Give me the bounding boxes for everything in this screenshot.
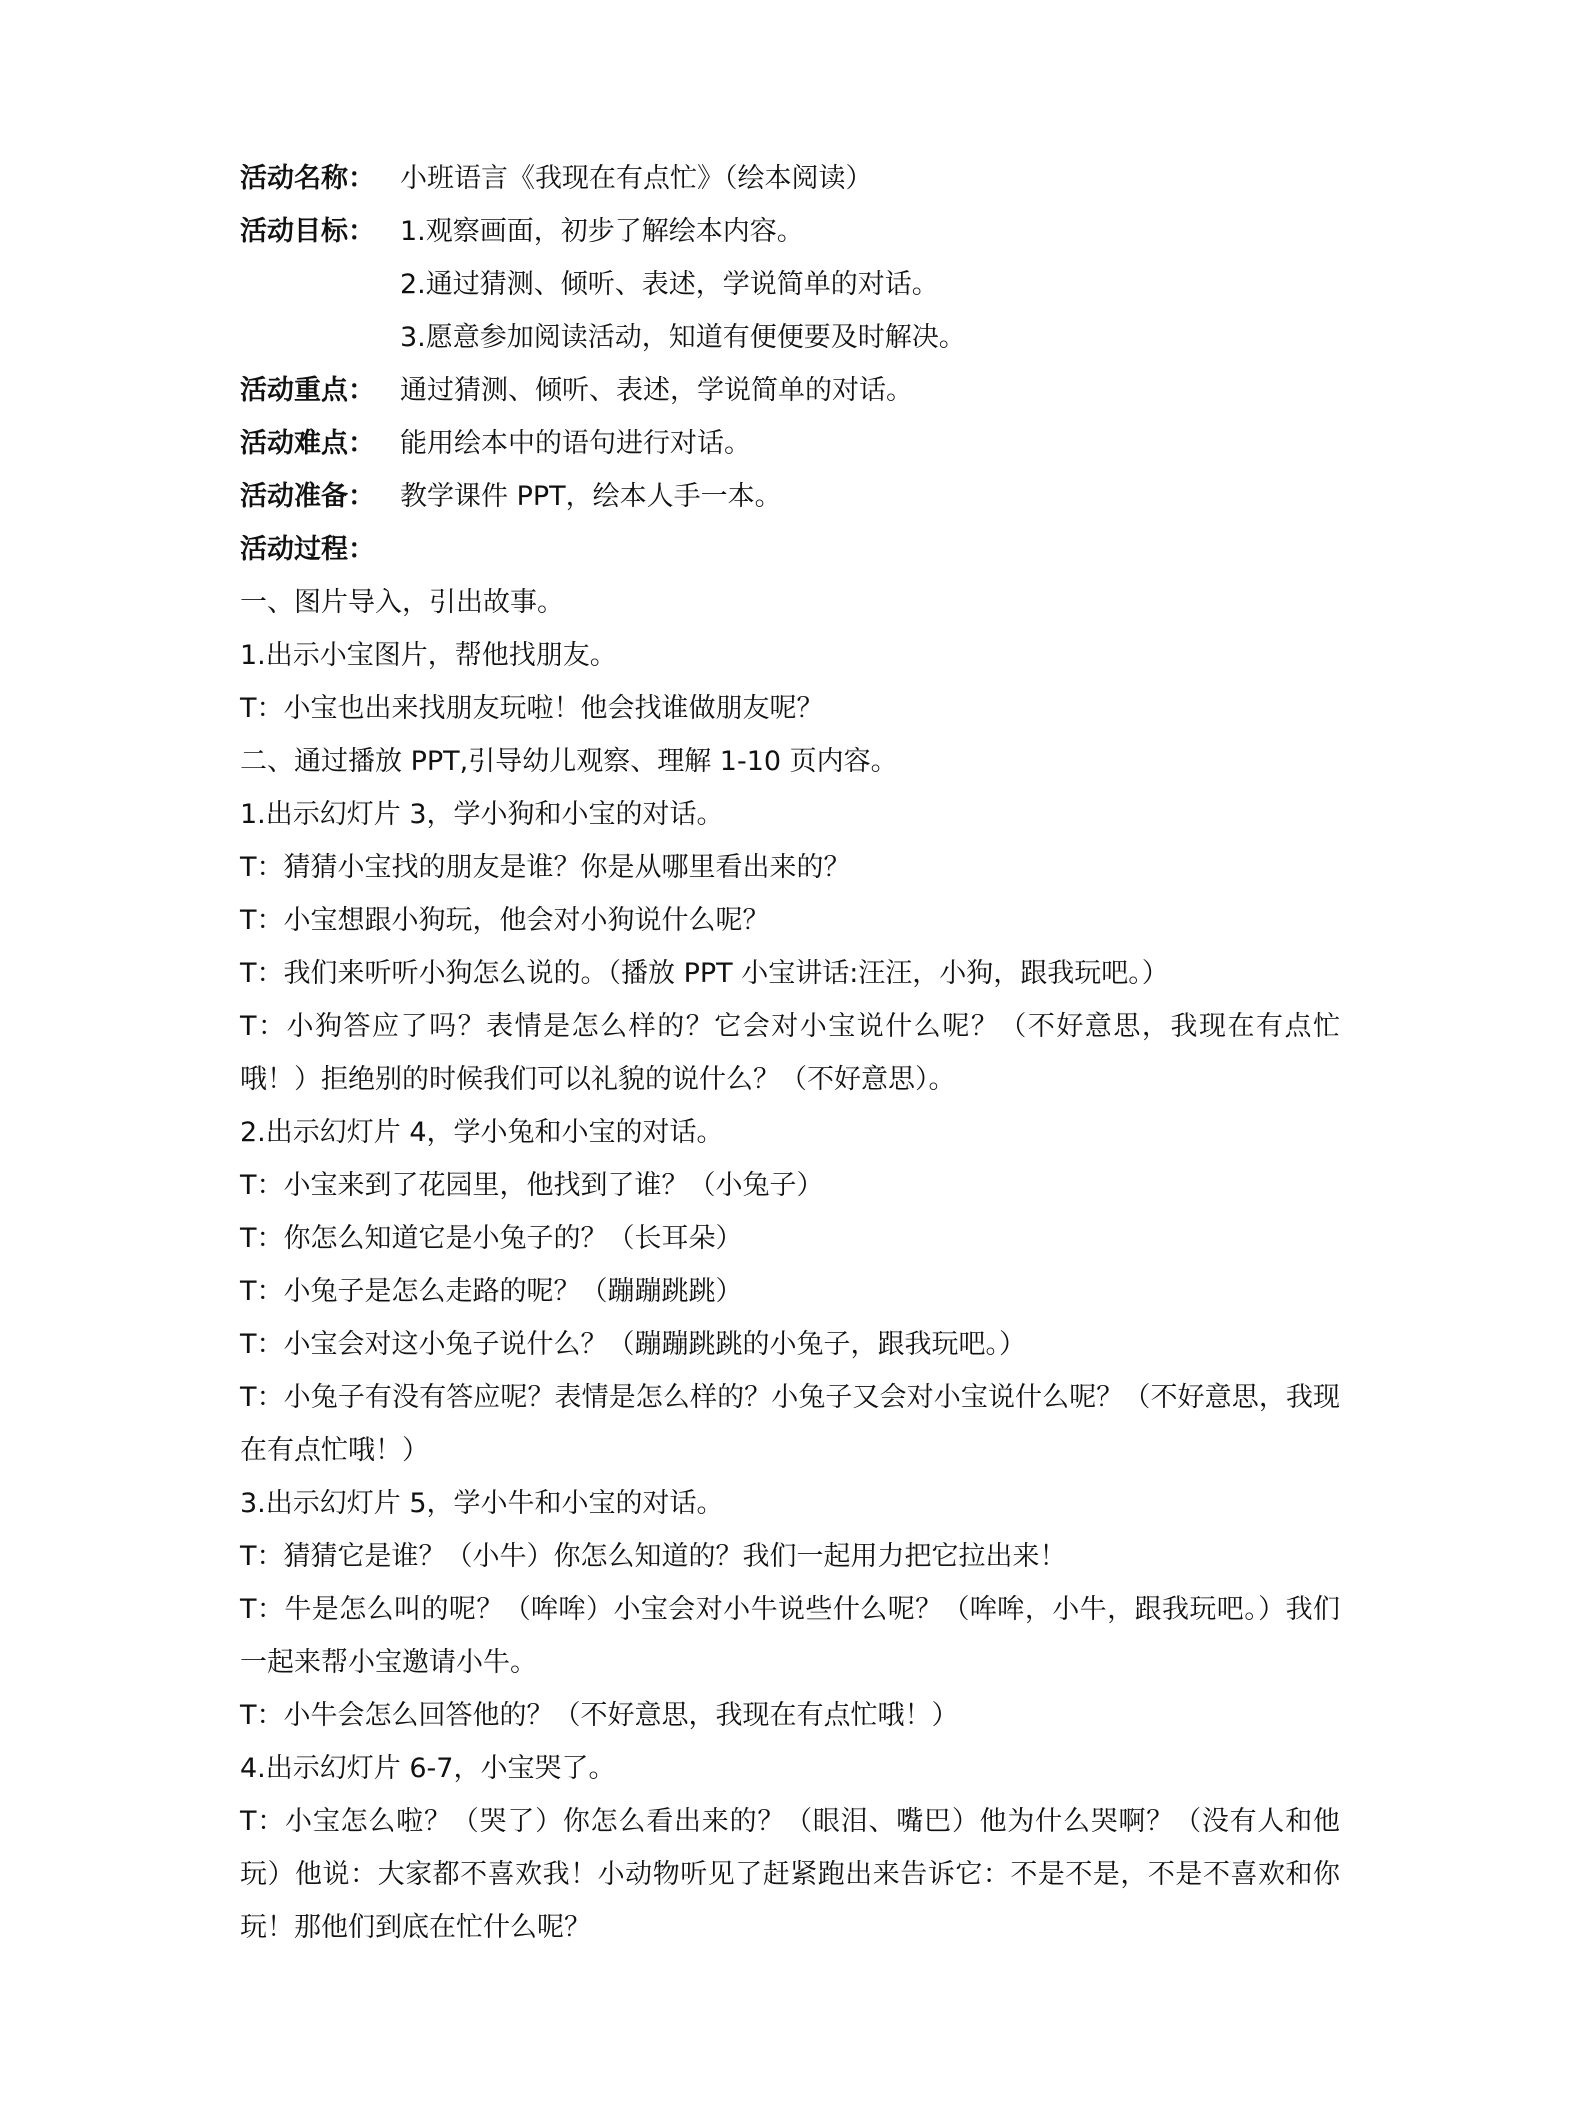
preparation-value: 教学课件 PPT，绘本人手一本。 <box>400 481 782 512</box>
activity-name-label: 活动名称： <box>240 163 375 194</box>
process-line: T：你怎么知道它是小兔子的？（长耳朵） <box>240 1223 743 1254</box>
process-line: T：小宝想跟小狗玩，他会对小狗说什么呢？ <box>240 905 770 936</box>
process-line: T：小宝也出来找朋友玩啦！他会找谁做朋友呢？ <box>240 693 824 724</box>
goal-2-text: 2.通过猜测、倾听、表述，学说简单的对话。 <box>400 269 939 300</box>
process-line: T：小宝怎么啦？（哭了）你怎么看出来的？（眼泪、嘴巴）他为什么哭啊？（没有人和他玩）他说：大家都不喜欢我！小动物听见了赶紧跑出来告诉它：不是不是，不是不喜欢和你玩！那他们到底在忙什么呢？ <box>240 1806 1340 1943</box>
key-point-label: 活动重点： <box>240 375 375 406</box>
process-line: 2.出示幻灯片 4，学小兔和小宝的对话。 <box>240 1117 724 1148</box>
goal-3-text: 3.愿意参加阅读活动，知道有便便要及时解决。 <box>400 322 966 353</box>
key-point-value: 通过猜测、倾听、表述，学说简单的对话。 <box>400 375 913 406</box>
goal-1: 1.观察画面，初步了解绘本内容。 <box>400 216 804 247</box>
activity-goals-row <box>240 205 1340 258</box>
preparation-row <box>240 470 1340 523</box>
process-line: T：猜猜小宝找的朋友是谁？你是从哪里看出来的？ <box>240 852 851 883</box>
process-line: T：我们来听听小狗怎么说的。（播放 PPT 小宝讲话:汪汪，小狗，跟我玩吧。） <box>240 958 1169 989</box>
difficulty-value: 能用绘本中的语句进行对话。 <box>400 428 751 459</box>
process-line: T：小兔子是怎么走路的呢？（蹦蹦跳跳） <box>240 1276 743 1307</box>
activity-name-row <box>240 152 1340 205</box>
process-line: 4.出示幻灯片 6-7，小宝哭了。 <box>240 1753 616 1784</box>
preparation-label: 活动准备： <box>240 481 375 512</box>
process-line: T：小狗答应了吗？表情是怎么样的？它会对小宝说什么呢？（不好意思，我现在有点忙哦！）拒绝别的时候我们可以礼貌的说什么？（不好意思）。 <box>240 1011 1340 1095</box>
goal-2 <box>240 258 1340 311</box>
process-line: 1.出示幻灯片 3，学小狗和小宝的对话。 <box>240 799 724 830</box>
activity-name-value: 小班语言《我现在有点忙》（绘本阅读） <box>400 163 873 194</box>
process-line: T：小兔子有没有答应呢？表情是怎么样的？小兔子又会对小宝说什么呢？（不好意思，我现在有点忙哦！） <box>240 1382 1340 1466</box>
process-line: T：小宝来到了花园里，他找到了谁？（小兔子） <box>240 1170 824 1201</box>
process-line: T：牛是怎么叫的呢？（哞哞）小宝会对小牛说些什么呢？（哞哞，小牛，跟我玩吧。）我们一起来帮小宝邀请小牛。 <box>240 1594 1340 1678</box>
process-line: 1.出示小宝图片，帮他找朋友。 <box>240 640 617 671</box>
difficulty-label: 活动难点： <box>240 428 375 459</box>
process-line: 一、图片导入，引出故事。 <box>240 587 564 618</box>
process-heading-row <box>240 523 1340 576</box>
difficulty-row <box>240 417 1340 470</box>
process-line: 二、通过播放 PPT,引导幼儿观察、理解 1-10 页内容。 <box>240 746 898 777</box>
document-page <box>240 152 1340 1954</box>
activity-goals-label: 活动目标： <box>240 216 375 247</box>
process-label: 活动过程： <box>240 534 375 565</box>
process-line: T：猜猜它是谁？（小牛）你怎么知道的？我们一起用力把它拉出来！ <box>240 1541 1067 1572</box>
key-point-row <box>240 364 1340 417</box>
process-line: T：小牛会怎么回答他的？（不好意思，我现在有点忙哦！） <box>240 1700 959 1731</box>
process-line: T：小宝会对这小兔子说什么？（蹦蹦跳跳的小兔子，跟我玩吧。） <box>240 1329 1026 1360</box>
goal-3 <box>240 311 1340 364</box>
process-line: 3.出示幻灯片 5，学小牛和小宝的对话。 <box>240 1488 724 1519</box>
